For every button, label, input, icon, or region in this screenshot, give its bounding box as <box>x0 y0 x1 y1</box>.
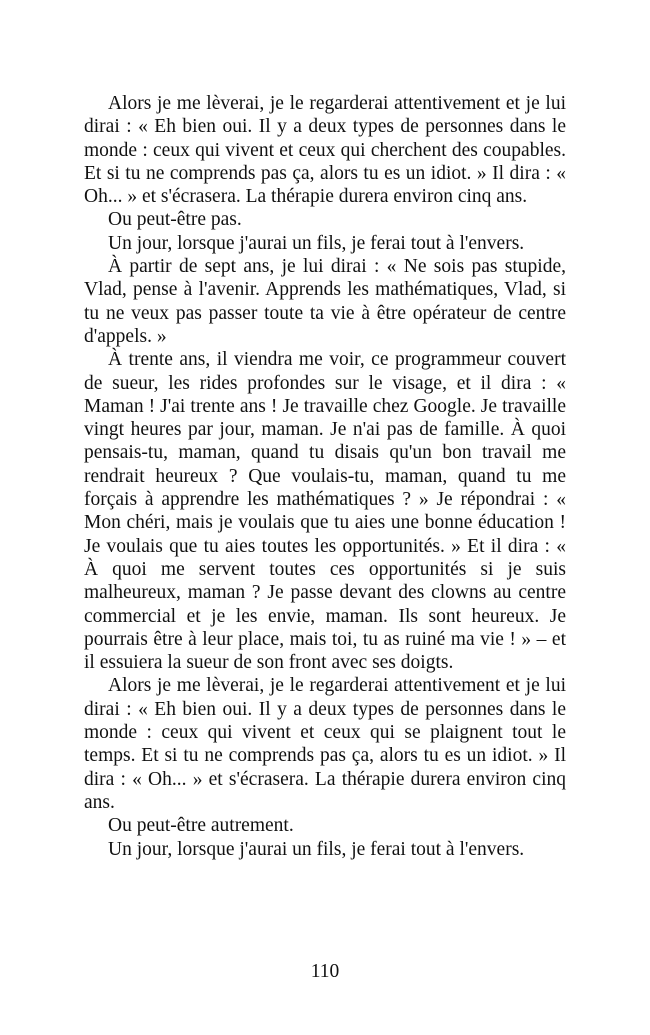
page-number: 110 <box>310 961 340 982</box>
paragraph: Ou peut-être pas. <box>108 209 242 231</box>
paragraph: Un jour, lorsque j'aurai un fils, je ferai tout à l'envers. <box>108 232 525 254</box>
body-text <box>84 92 566 861</box>
paragraph: Ou peut-être autrement. <box>108 815 294 837</box>
paragraph: Alors je me lèverai, je le regarderai attentivement et je lui dirai : « Eh bien oui. Il y a deux types de personnes dans le monde : ceux qui vivent et ceux qui cherchent des coupables. Et si tu ne comprends pas ça, alors tu es un idiot. » Il dira : « Oh... » et s'écrasera. La thérapie durera environ cinq ans. <box>84 93 566 208</box>
paragraph: À partir de sept ans, je lui dirai : « Ne sois pas stupide, Vlad, pense à l'avenir. Apprends les mathématiques, Vlad, si tu ne veux pas passer toute ta vie à être opérateur de centre d'appels. » <box>84 256 566 347</box>
paragraph: À trente ans, il viendra me voir, ce programmeur couvert de sueur, les rides profondes sur le visage, et il dira : « Maman ! J'ai trente ans ! Je travaille chez Google. Je travaille vingt heures par jour, maman. Je n'ai pas de famille. À quoi pensais-tu, maman, quand tu disais qu'un bon travail me rendrait heureux ? Que voulais-tu, maman, quand tu me forçais à apprendre les mathématiques ? » Je répondrai : « Mon chéri, mais je voulais que tu aies une bonne éducation ! Je voulais que tu aies toutes les opportunités. » Et il dira : « À quoi me servent toutes ces opportunités si je suis malheureux, maman ? Je passe devant des clowns au centre commercial et je les envie, maman. Ils sont heureux. Je pourrais être à leur place, mais toi, tu as ruiné ma vie ! » – et il essuiera la sueur de son front avec ses doigts. <box>84 349 566 674</box>
paragraph: Un jour, lorsque j'aurai un fils, je ferai tout à l'envers. <box>108 838 525 860</box>
paragraph: Alors je me lèverai, je le regarderai attentivement et je lui dirai : « Eh bien oui. Il y a deux types de personnes dans le monde : ceux qui vivent et ceux qui se plaignent tout le temps. Et si tu ne comprends pas ça, alors tu es un idiot. » Il dira : « Oh... » et s'écrasera. La thérapie durera environ cinq ans. <box>84 675 566 813</box>
